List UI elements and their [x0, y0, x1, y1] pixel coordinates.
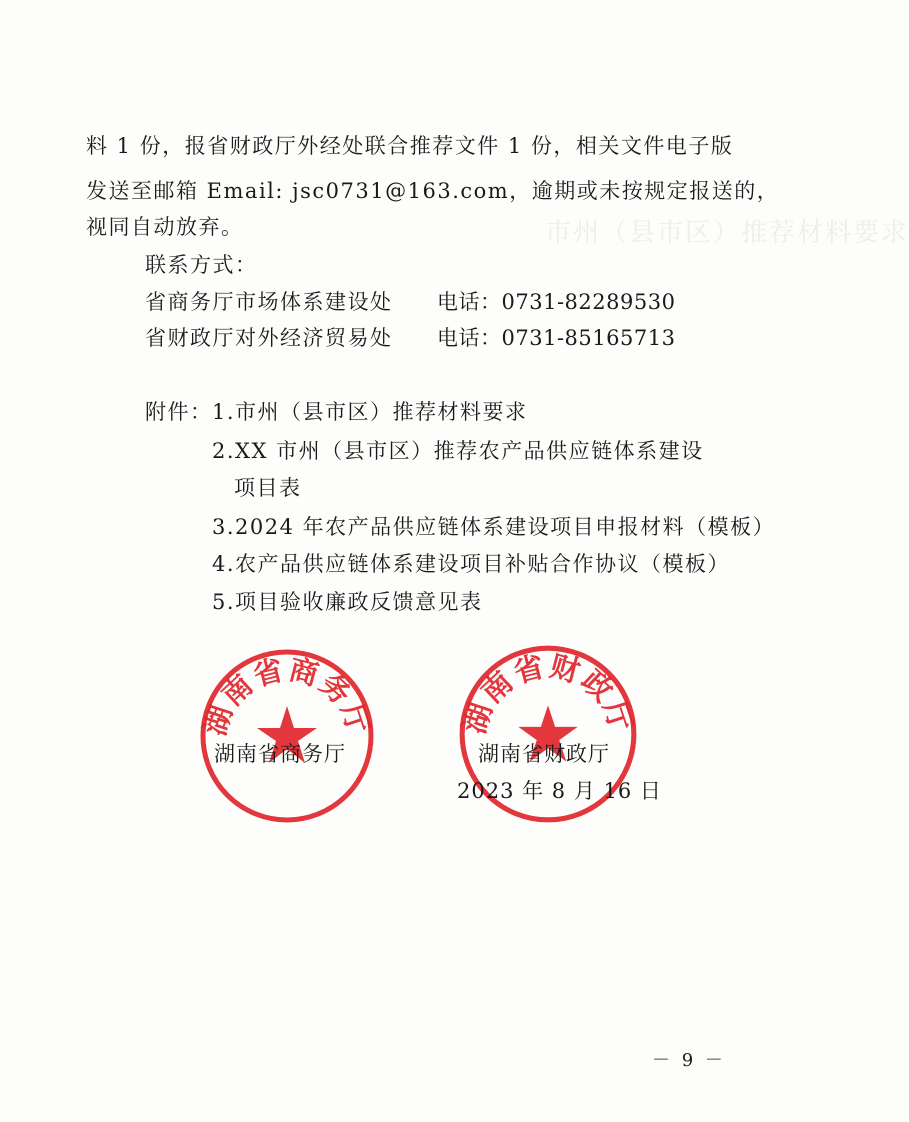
- contact-phone-2: 电话：0731-85165713: [437, 326, 676, 350]
- attachment-item-4: 4.农产品供应链体系建设项目补贴合作协议（模板）: [212, 552, 731, 576]
- body-line-2: 发送至邮箱 Email: jsc0731@163.com，逾期或未按规定报送的，: [86, 179, 780, 203]
- attachments-label: 附件：: [145, 400, 213, 424]
- commerce-department-seal: [197, 646, 377, 826]
- attachment-item-3: 3.2024 年农产品供应链体系建设项目申报材料（模板）: [212, 515, 776, 539]
- attachment-item-1: 1.市州（县市区）推荐材料要求: [212, 400, 528, 424]
- body-line-3: 视同自动放弃。: [86, 215, 244, 239]
- signature-left-name: 湖南省商务厅: [214, 742, 346, 766]
- page-number: － 9 －: [652, 1050, 726, 1071]
- body-line-1: 料 1 份，报省财政厅外经处联合推荐文件 1 份，相关文件电子版: [86, 134, 734, 158]
- attachment-item-2-continued: 项目表: [234, 476, 302, 500]
- contact-org-1: 省商务厅市场体系建设处: [145, 290, 393, 314]
- svg-text:湖南省财政厅: 湖南省财政厅: [456, 647, 640, 738]
- attachment-item-5: 5.项目验收廉政反馈意见表: [212, 590, 483, 614]
- attachment-item-2: 2.XX 市州（县市区）推荐农产品供应链体系建设: [212, 439, 704, 463]
- contact-org-2: 省财政厅对外经济贸易处: [145, 326, 393, 350]
- bleed-through-text: 市州（县市区）推荐材料要求: [545, 218, 909, 248]
- signing-date: 2023 年 8 月 16 日: [457, 779, 662, 803]
- contact-heading: 联系方式：: [145, 253, 258, 277]
- signature-right-name: 湖南省财政厅: [478, 742, 610, 766]
- svg-text:湖南省商务厅: 湖南省商务厅: [197, 652, 377, 740]
- contact-phone-1: 电话：0731-82289530: [437, 290, 676, 314]
